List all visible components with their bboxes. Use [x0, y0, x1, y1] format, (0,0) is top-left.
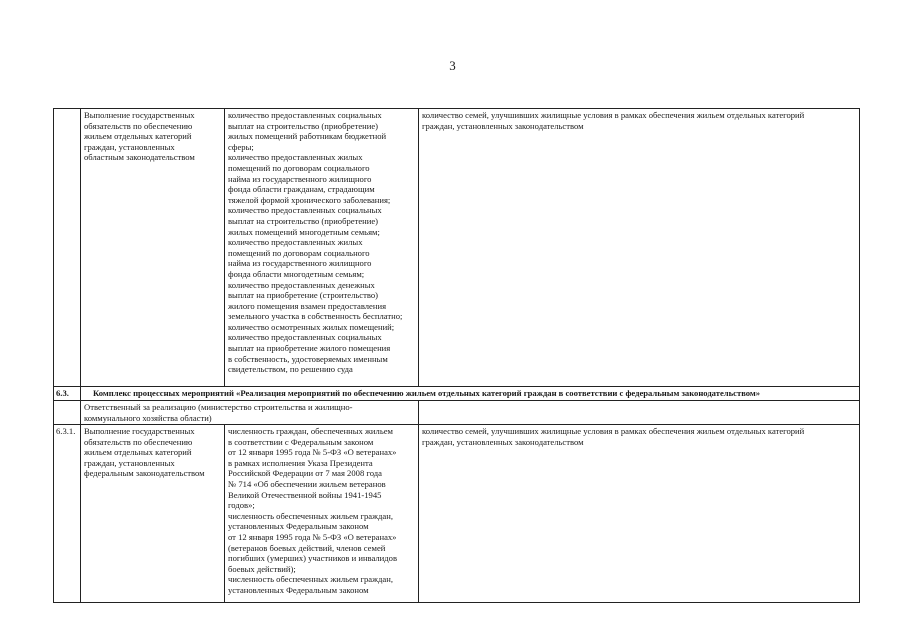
page-number: 3 — [449, 58, 456, 73]
text-line: боевых действий); — [228, 563, 296, 574]
text-line: Российской Федерации от 7 мая 2008 года — [228, 468, 382, 479]
text-line: выплат на приобретение (строительство) — [228, 290, 379, 301]
text-line: граждан, установленных законодательством — [422, 120, 584, 131]
text-line: выплат на приобретение жилого помещения — [228, 343, 391, 354]
text-line: количество предоставленных социальных — [228, 205, 382, 216]
text-line: помещений по договорам социального — [228, 247, 370, 258]
text-line: в соответствии с Федеральным законом — [228, 436, 374, 447]
text-line: жильем отдельных категорий — [84, 131, 192, 142]
responsible-text — [81, 401, 419, 425]
text-line: от 12 января 1995 года № 5-ФЗ «О ветеранах» — [228, 447, 397, 458]
text-line: жильем отдельных категорий — [84, 447, 192, 458]
text-line: граждан, установленных законодательством — [422, 436, 584, 447]
text-line: от 12 января 1995 года № 5-ФЗ «О ветеранах» — [228, 531, 397, 542]
text-line: фонда области многодетным семьям; — [228, 268, 365, 279]
text-line: в собственность, удостоверяемых именным — [228, 353, 388, 364]
text-line: выплат на строительство (приобретение) — [228, 120, 379, 131]
text-line: погибших (умерших) участников и инвалидов — [228, 553, 398, 564]
text-line: количество предоставленных социальных — [228, 110, 382, 120]
text-line: коммунального хозяйства области) — [84, 412, 212, 423]
text-line: помещений по договорам социального — [228, 162, 370, 173]
text-line: свидетельством, по решению суда — [228, 364, 353, 375]
text-line: годов»; — [228, 500, 255, 511]
table-row — [54, 109, 860, 387]
text-line: количество предоставленных денежных — [228, 279, 375, 290]
text-line: в рамках исполнения Указа Президента — [228, 457, 373, 468]
text-line: жилых помещений работникам бюджетной — [228, 131, 387, 142]
text-line: количество осмотренных жилых помещений; — [228, 321, 395, 332]
text-line: выплат на строительство (приобретение) — [228, 215, 379, 226]
text-line: областным законодательством — [84, 152, 195, 163]
text-line: Великой Отечественной войны 1941-1945 — [228, 489, 382, 500]
text-line: количество семей, улучшивших жилищные условия в рамках обеспечения жильем отдельных категорий — [422, 110, 805, 120]
task-cell — [81, 425, 225, 603]
section-title: Комплекс процессных мероприятий «Реализация мероприятий по обеспечению жильем отдельных категорий граждан в соответствии с федеральным законодательством» — [81, 387, 860, 401]
text-line: земельного участка в собственность бесплатно; — [228, 311, 403, 322]
text-line: сферы; — [228, 141, 254, 152]
text-line: федеральным законодательством — [84, 468, 205, 479]
row-number — [54, 109, 81, 387]
text-line: Выполнение государственных — [84, 110, 195, 120]
text-line: граждан, установленных — [84, 141, 175, 152]
indicators-cell — [225, 425, 419, 603]
text-line: количество предоставленных социальных — [228, 332, 382, 343]
text-line: граждан, установленных — [84, 457, 175, 468]
text-line: количество семей, улучшивших жилищные условия в рамках обеспечения жильем отдельных категорий — [422, 426, 805, 436]
row-number: 6.3.1. — [54, 425, 81, 603]
text-line: обязательств по обеспечению — [84, 120, 193, 131]
table-row — [54, 425, 860, 603]
text-line: Выполнение государственных — [84, 426, 195, 436]
text-line: Ответственный за реализацию (министерство строительства и жилищно- — [84, 402, 353, 412]
text-line: (ветеранов боевых действий, членов семей — [228, 542, 386, 553]
text-line: жилого помещения взамен предоставления — [228, 300, 387, 311]
responsible-row — [54, 401, 860, 425]
text-line: установленных Федеральным законом — [228, 521, 369, 532]
section-number: 6.3. — [54, 387, 81, 401]
text-line: № 714 «Об обеспечении жильем ветеранов — [228, 478, 386, 489]
text-line: численность обеспеченных жильем граждан, — [228, 510, 393, 521]
text-line: найма из государственного жилищного — [228, 173, 372, 184]
text-line: количество предоставленных жилых — [228, 152, 363, 163]
text-line: количество предоставленных жилых — [228, 237, 363, 248]
text-line: обязательств по обеспечению — [84, 436, 193, 447]
text-line: установленных Федеральным законом — [228, 584, 369, 595]
task-cell — [81, 109, 225, 387]
section-heading-row — [54, 387, 860, 401]
text-line: тяжелой формой хронического заболевания; — [228, 194, 391, 205]
text-line: численность граждан, обеспеченных жильем — [228, 426, 393, 436]
result-cell — [419, 425, 860, 603]
text-line: фонда области гражданам, страдающим — [228, 184, 375, 195]
program-table — [53, 108, 860, 603]
indicators-cell — [225, 109, 419, 387]
text-line: жилых помещений многодетным семьям; — [228, 226, 380, 237]
text-line: найма из государственного жилищного — [228, 258, 372, 269]
text-line: численность обеспеченных жильем граждан, — [228, 574, 393, 585]
result-cell — [419, 109, 860, 387]
